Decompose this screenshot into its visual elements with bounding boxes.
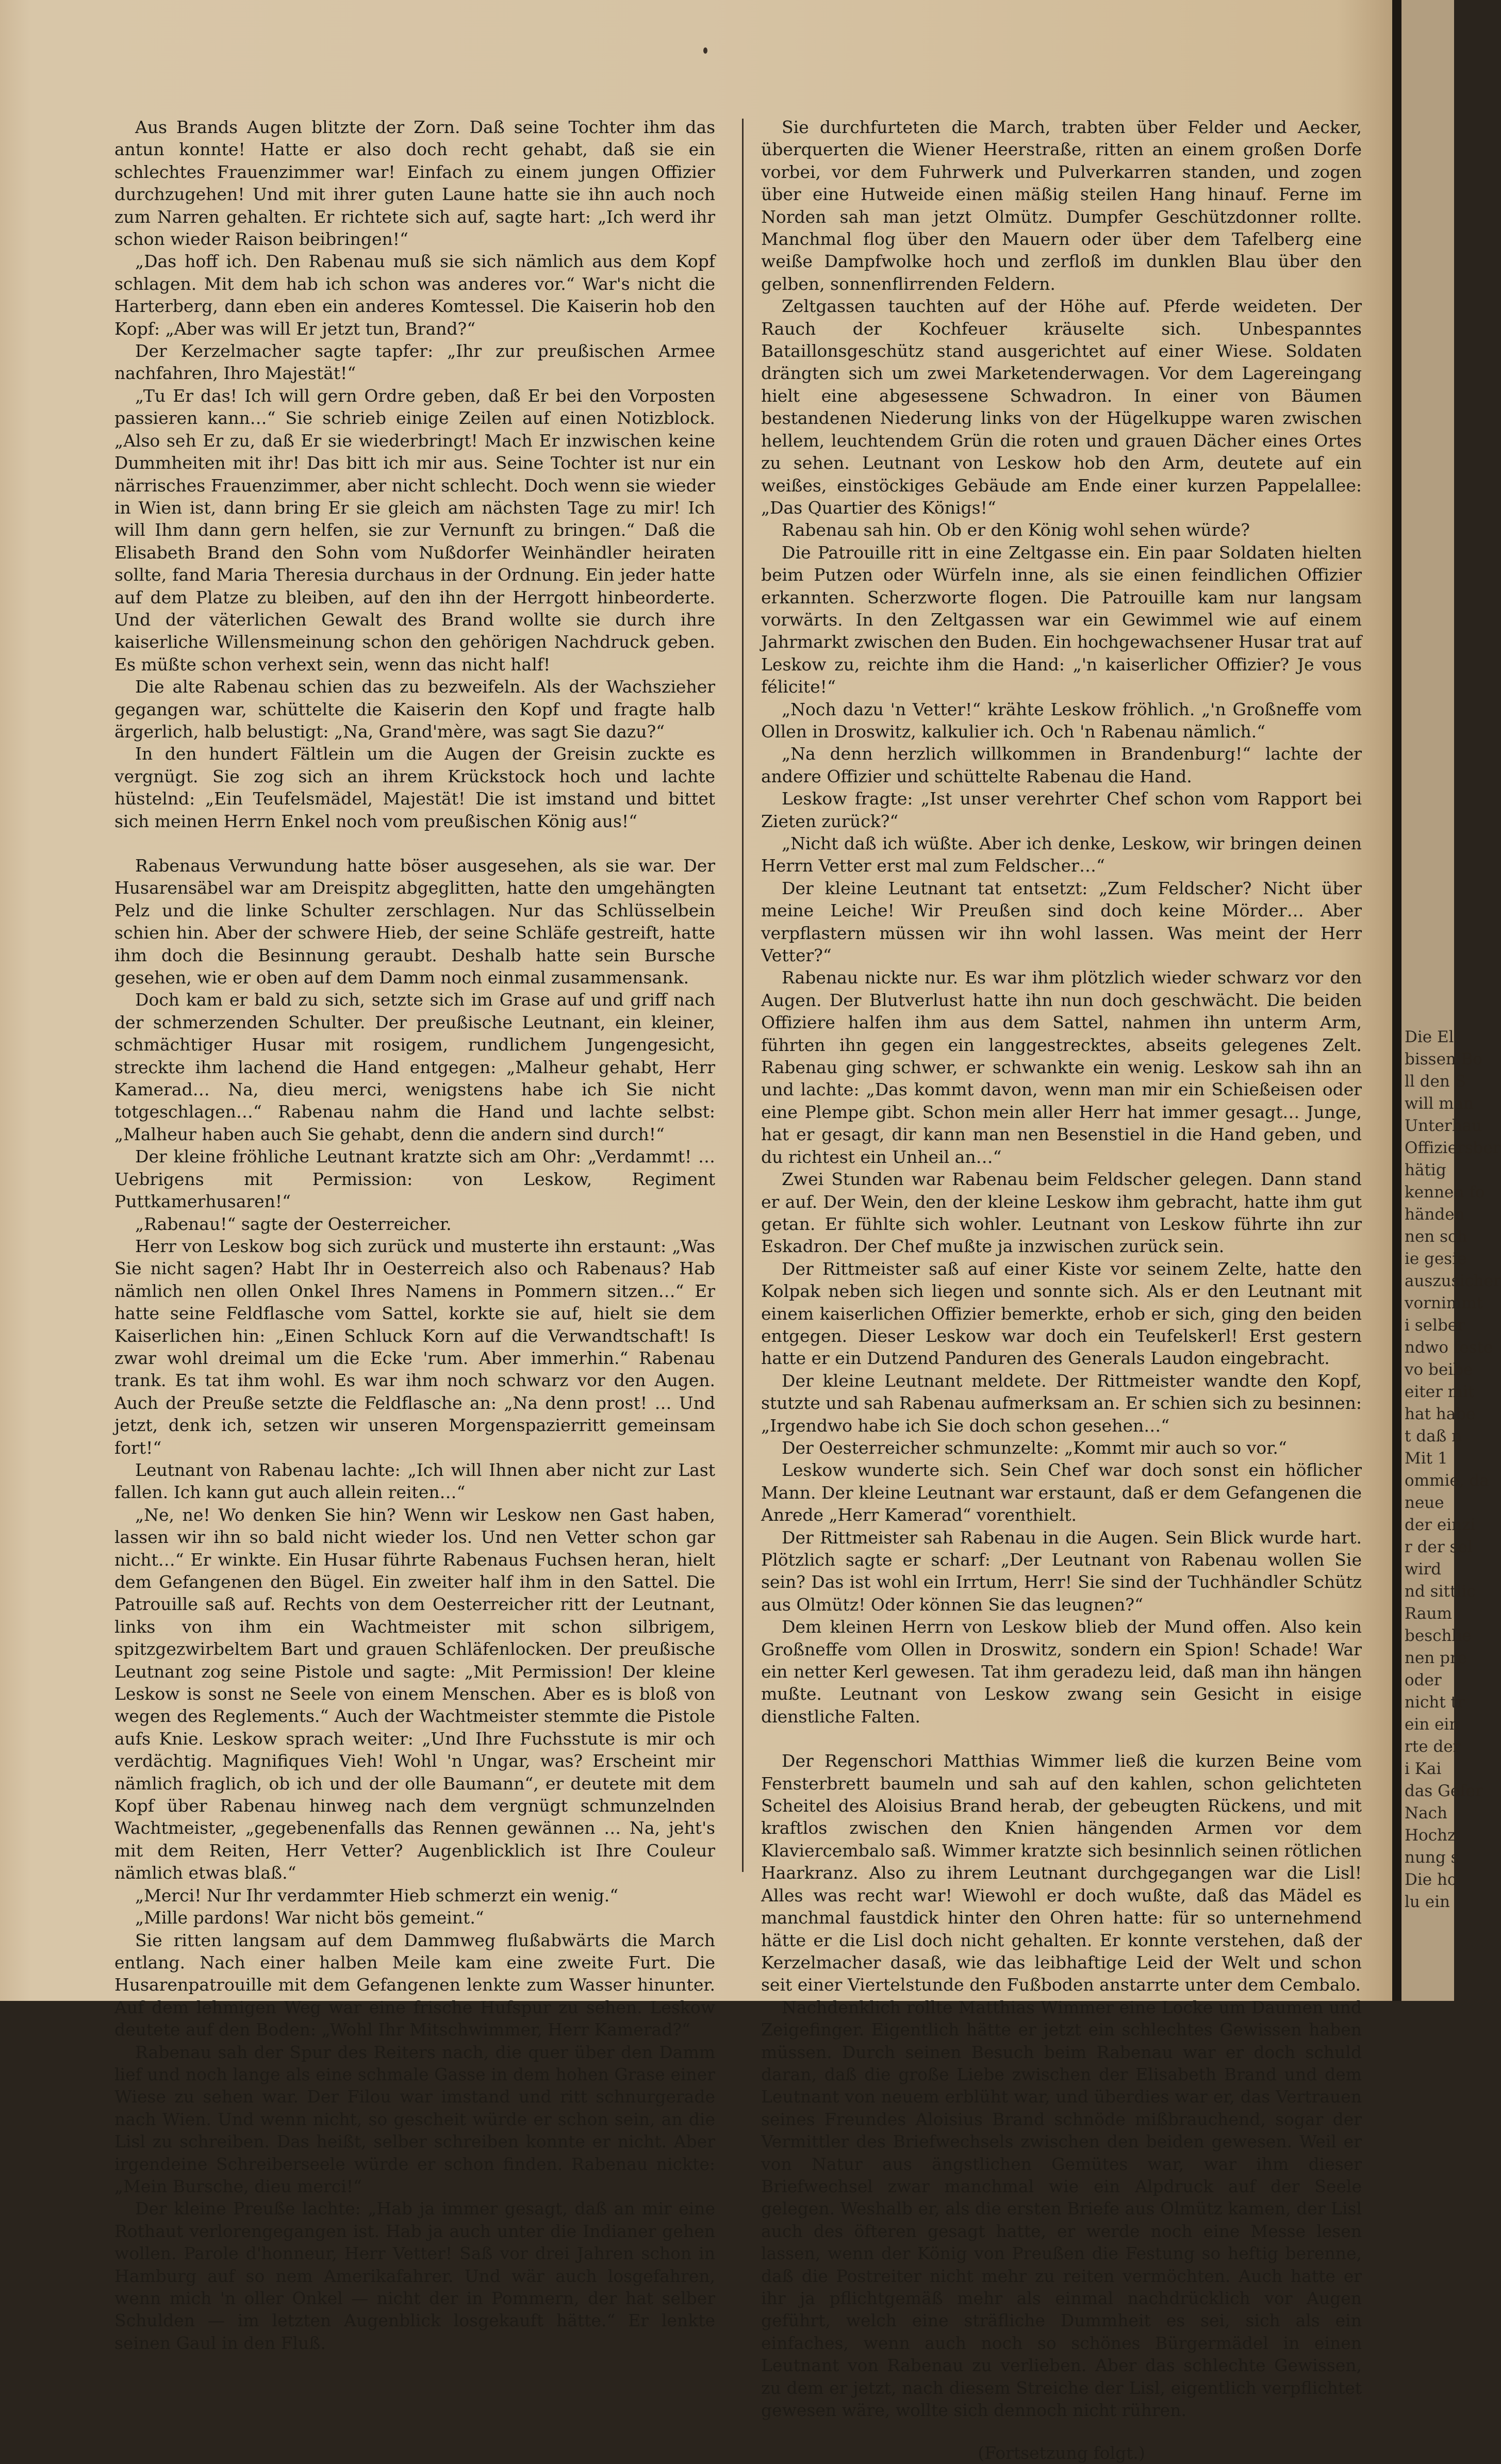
paragraph: Dem kleinen Herrn von Leskow blieb der Mund offen. Also kein Großneffe vom Ollen in Droswitz, sondern ein Spion! Schade! War ein netter Kerl gewesen. Tat ihm geradezu leid, daß man ihn hängen mußte. Leutnant von Leskow zwang sein Gesicht in eisige dienstliche Falten. — [761, 1617, 1362, 1727]
paragraph: Aus Brands Augen blitzte der Zorn. Daß seine Tochter ihm das antun konnte! Hatte er also doch recht gehabt, daß sie ein schlechtes Frauenzimmer war! Einfach zu einem jungen Offizier durchzugehen! Und mit ihrer guten Laune hatte sie ihn auch noch zum Narren gehalten. Er richtete sich auf, sagte hart: „Ich werd ihr schon wieder Raison beibringen!“ — [114, 117, 715, 250]
paragraph: Leskow fragte: „Ist unser verehrter Chef schon vom Rapport bei Zieten zurück?“ — [761, 789, 1362, 831]
adjacent-page-line: beschlie — [1405, 1627, 1472, 1645]
adjacent-page-line: hätig — [1405, 1161, 1446, 1179]
paragraph: „Nicht daß ich wüßte. Aber ich denke, Leskow, wir bringen deinen Herrn Vetter erst mal zum Feldscher…“ — [761, 833, 1362, 876]
adjacent-page-line: i selber — [1405, 1316, 1465, 1335]
adjacent-page-line: i Kai — [1405, 1760, 1442, 1778]
adjacent-page-line: ndwo feste — [1405, 1338, 1493, 1357]
adjacent-page-line: nen pre — [1405, 1649, 1467, 1667]
paragraph: „Noch dazu 'n Vetter!“ krähte Leskow fröhlich. „'n Großneffe vom Ollen in Droswitz, kalkulier ich. Och 'n Rabenau nämlich.“ — [761, 699, 1362, 742]
adjacent-page-line: kennen fo — [1405, 1183, 1485, 1202]
adjacent-page-line: r der sel — [1405, 1538, 1473, 1556]
adjacent-page-line: oder — [1405, 1671, 1442, 1689]
paragraph: Der Regenschori Matthias Wimmer ließ die kurzen Beine vom Fensterbrett baumeln und sah auf den kahlen, schon gelichteten Scheitel des Aloisius Brand herab, der gebeugten Rückens, und mit kraftlos zwischen den Knien hängenden Armen vor dem Klaviercembalo saß. Wimmer kratzte sich besinnlich seinen rötlichen Haarkranz. Also zu ihrem Leutnant durchgegangen war die Lisl! Alles was recht war! Wiewohl er doch wußte, daß das Mädel es manchmal faustdick hinter den Ohren hatte: für so unternehmend hätte er die Lisl doch nicht gehalten. Er konnte verstehen, daß der Kerzelmacher dasaß, wie das leibhaftige Leid der Welt und schon seit einer Viertelstunde den Fußboden anstarrte unter dem Cembalo. — [761, 1751, 1362, 1995]
adjacent-page-line: ein ein — [1405, 1715, 1460, 1734]
right-column — [761, 116, 1362, 2463]
paragraph: Rabenau nickte nur. Es war ihm plötzlich wieder schwarz vor den Augen. Der Blutverlust hatte ihn nun doch geschwächt. Die beiden Offiziere halfen ihm aus dem Sattel, nahmen ihn unterm Arm, führten ihn gegen ein langgestrecktes, abseits gelegenes Zelt. Rabenau ging schwer, er schwankte ein wenig. Leskow sah ihn an und lachte: „Das kommt davon, wenn man mir ein Schießeisen oder eine Plempe gibt. Schon mein aller Herr hat immer gesagt… Junge, hat er gesagt, dir kann man nen Besenstiel in die Hand geben, und du richtest ein Unheil an…“ — [761, 967, 1362, 1167]
paragraph: Herr von Leskow bog sich zurück und musterte ihn erstaunt: „Was Sie nicht sagen? Habt Ihr in Oesterreich also och Rabenaus? Hab nämlich nen ollen Onkel Ihres Namens in Pommern sitzen…“ Er hatte seine Feldflasche vom Sattel, korkte sie auf, hielt sie dem Kaiserlichen hin: „Einen Schluck Korn auf die Verwandtschaft! Is zwar wohl dreimal um die Ecke 'rum. Aber immerhin.“ Rabenau trank. Es tat ihm wohl. Es war ihm noch schwarz vor den Augen. Auch der Preuße setzte die Feldflasche an: „Na denn prost! … Und jetzt, denk ich, setzen wir unseren Morgenspazierritt gemeinsam fort!“ — [114, 1236, 715, 1458]
column-divider — [742, 119, 744, 1872]
left-column — [114, 116, 715, 2353]
adjacent-page-line: Die El — [1405, 1028, 1454, 1046]
paragraph: Die Patrouille ritt in eine Zeltgasse ein. Ein paar Soldaten hielten beim Putzen oder Würfeln inne, als sie einen feindlichen Offizier erkannten. Scherzworte flogen. Die Patrouille kam nur langsam vorwärts. In den Zeltgassen war ein Gewimmel wie auf einem Jahrmarkt zwischen den Buden. Ein hochgewachsener Husar trat auf Leskow zu, reichte ihm die Hand: „'n kaiserlicher Offizier? Je vous félicite!“ — [761, 542, 1362, 697]
adjacent-page-line: vo beibe — [1405, 1360, 1473, 1379]
paragraph: „Mille pardons! War nicht bös gemeint.“ — [135, 1908, 484, 1928]
adjacent-page-line: eiter mit — [1405, 1383, 1475, 1401]
paragraph: Der Rittmeister saß auf einer Kiste vor seinem Zelte, hatte den Kolpak neben sich liegen und sonnte sich. Als er den Leutnant mit einem kaiserlichen Offizier bemerkte, erhob er sich, ging den beiden entgegen. Dieser Leskow war doch ein Teufelskerl! Erst gestern hatte er ein Dutzend Panduren des Generals Laudon eingebracht. — [761, 1258, 1362, 1369]
adjacent-page-line: rte der — [1405, 1737, 1461, 1756]
paragraph: „Das hoff ich. Den Rabenau muß sie sich nämlich aus dem Kopf schlagen. Mit dem hab ich schon was anderes vor.“ War's nicht die Harterberg, dann eben ein anderes Komtessel. Die Kaiserin hob den Kopf: „Aber was will Er jetzt tun, Brand?“ — [114, 251, 715, 339]
paragraph: „Rabenau!“ sagte der Oesterreicher. — [135, 1213, 452, 1234]
paragraph: Der Rittmeister sah Rabenau in die Augen. Sein Blick wurde hart. Plötzlich sagte er scharf: „Der Leutnant von Rabenau wollen Sie sein? Das ist wohl ein Irrtum, Herr! Sie sind der Tuchhändler Schütz aus Olmütz! Oder können Sie das leugnen?“ — [761, 1527, 1362, 1615]
paragraph: Der Kerzelmacher sagte tapfer: „Ihr zur preußischen Armee nachfahren, Ihro Majestät!“ — [114, 341, 715, 384]
adjacent-page-line: Mit 1 — [1405, 1449, 1448, 1468]
paragraph: Sie ritten langsam auf dem Dammweg flußabwärts die March entlang. Nach einer halben Meile kam eine zweite Furt. Die Husarenpatrouille mit dem Gefangenen lenkte zum Wasser hinunter. Auf dem lehmigen Weg war eine frische Hufspur zu sehen. Leskow deutete auf den Boden: „Wohl Ihr Mitschwimmer, Herr Kamerad?“ — [114, 1930, 715, 2040]
paragraph: In den hundert Fältlein um die Augen der Greisin zuckte es vergnügt. Sie zog sich an ihrem Krückstock hoch und lachte hüstelnd: „Ein Teufelsmädel, Majestät! Die ist imstand und bittet sich meinen Herrn Enkel noch vom preußischen König aus!“ — [114, 744, 715, 831]
adjacent-page-line: Die ho — [1405, 1870, 1457, 1889]
adjacent-page-line: der einzi — [1405, 1516, 1476, 1534]
paragraph: Leutnant von Rabenau lachte: „Ich will Ihnen aber nicht zur Last fallen. Ich kann gut auch allein reiten…“ — [114, 1459, 715, 1503]
paragraph: „Na denn herzlich willkommen in Brandenburg!“ lachte der andere Offizier und schüttelte Rabenau die Hand. — [761, 744, 1362, 786]
paragraph: Zwei Stunden war Rabenau beim Feldscher gelegen. Dann stand er auf. Der Wein, den der kleine Leskow ihm gebracht, hatte ihm gut getan. Er fühlte sich wohler. Leutnant von Leskow führte ihn zur Eskadron. Der Chef mußte ja inzwischen zurück sein. — [761, 1169, 1362, 1257]
paragraph: „Tu Er das! Ich will gern Ordre geben, daß Er bei den Vorposten passieren kann…“ Sie schrieb einige Zeilen auf einen Notizblock. „Also seh Er zu, daß Er sie wiederbringt! Mach Er inzwischen keine Dummheiten mit ihr! Das bitt ich mir aus. Seine Tochter ist nur ein närrisches Frauenzimmer, aber nicht schlecht. Doch wenn sie wieder in Wien ist, dann bring Er sie gleich am nächsten Tage zu mir! Ich will Ihm dann gern helfen, sie zur Vernunft zu bringen.“ Daß die Elisabeth Brand den Sohn vom Nußdorfer Weinhändler heiraten sollte, fand Maria Theresia durchaus in der Ordnung. Ein jeder hatte auf dem Platze zu bleiben, auf den ihn der Herrgott hinbeorderte. Und der väterlichen Gewalt des Brand wollte sie durch ihre kaiserliche Willensmeinung schon den gehörigen Nachdruck geben. Es müßte schon verhext sein, wenn das nicht half! — [114, 385, 715, 675]
adjacent-page-line: nung s — [1405, 1848, 1459, 1867]
adjacent-page-line: ommie, da — [1405, 1471, 1489, 1490]
adjacent-page-line: ie gesie — [1405, 1250, 1467, 1268]
adjacent-page-line: händen — [1405, 1205, 1465, 1224]
adjacent-page-line: Raum — [1405, 1604, 1452, 1623]
paragraph: Doch kam er bald zu sich, setzte sich im Grase auf und griff nach der schmerzenden Schulter. Der preußische Leutnant, ein kleiner, schmächtiger Husar mit rosigem, rundlichem Jungengesicht, streckte ihm lachend die Hand entgegen: „Malheur gehabt, Herr Kamerad… Na, dieu merci, wenigstens habe ich Sie nicht totgeschlagen…“ Rabenau nahm die Hand und lachte selbst: „Malheur haben auch Sie gehabt, denn die andern sind durch!“ — [114, 990, 715, 1144]
adjacent-page-line: vornimmt — [1405, 1294, 1483, 1312]
adjacent-page-line: ll den S — [1405, 1072, 1466, 1091]
paragraph: Rabenaus Verwundung hatte böser ausgesehen, als sie war. Der Husarensäbel war am Dreispitz abgeglitten, hatte den umgehängten Pelz und die linke Schulter zerschlagen. Nur das Schlüsselbein schien hin. Aber der schwere Hieb, der seine Schläfe gestreift, hatte ihm doch die Besinnung geraubt. Deshalb hatte sein Bursche gesehen, wie er oben auf dem Damm noch einmal zusammensank. — [114, 856, 715, 988]
paragraph: Der kleine fröhliche Leutnant kratzte sich am Ohr: „Verdammt! … Uebrigens mit Permission: von Leskow, Regiment Puttkamerhusaren!“ — [114, 1146, 715, 1212]
adjacent-page-text — [1405, 1026, 1501, 1913]
page-mark — [703, 47, 707, 54]
adjacent-page-line: das Gefer — [1405, 1782, 1483, 1800]
adjacent-page-line: wird — [1405, 1560, 1442, 1579]
paragraph: Sie durchfurteten die March, trabten über Felder und Aecker, überquerten die Wiener Heerstraße, ritten an einem großen Dorfe vorbei, vor dem Fuhrwerk und Pulverkarren standen, und zogen über eine Hutweide einen mäßig steilen Hang hinauf. Ferne im Norden sah man jetzt Olmütz. Dumpfer Geschützdonner rollte. Manchmal flog über den Mauern oder über dem Tafelberg eine weiße Dampfwolke hoch und zerfloß im dunklen Blau über den gelben, sonnenflirrenden Feldern. — [761, 117, 1362, 294]
adjacent-page-edge — [1392, 0, 1501, 2001]
adjacent-page-line: auszusicher — [1405, 1272, 1501, 1290]
paragraph: Rabenau sah hin. Ob er den König wohl sehen würde? — [782, 520, 1250, 540]
adjacent-page-line: Unterhau — [1405, 1116, 1482, 1135]
adjacent-page-line: Nach — [1405, 1804, 1447, 1822]
paragraph: Der kleine Preuße lachte: „Hab ja immer gesagt, daß an mir eine Rothaut verlorengegangen ist. Hab ja auch unter die Indianer gehen wollen. Parole d'honneur, Herr Vetter! Saß vor drei Jahren schon in Hamburg auf so nem Amerikafahrer. Und wär auch losgefahren, wenn mich 'n oller Onkel — nicht der in Pommern, der hat selber Schulden — im letzten Augenblick losgekauft hätte.“ Er lenkte seinen Gaul in den Fluß. — [114, 2198, 715, 2353]
adjacent-page-line: Offiziersber — [1405, 1139, 1500, 1157]
paragraph: „Merci! Nur Ihr verdammter Hieb schmerzt ein wenig.“ — [135, 1885, 619, 1906]
paragraph: Der kleine Leutnant meldete. Der Rittmeister wandte den Kopf, stutzte und sah Rabenau aufmerksam an. Er schien sich zu besinnen: „Irgendwo habe ich Sie doch schon gesehen…“ — [761, 1370, 1362, 1436]
adjacent-page-line: t daß n — [1405, 1427, 1462, 1445]
binding-spine — [1392, 0, 1401, 2001]
adjacent-page-line: nicht tr — [1405, 1693, 1465, 1712]
continuation-note: (Fortsetzung folgt.) — [978, 2443, 1145, 2463]
paragraph: Nachdenklich rollte Matthias Wimmer eine Locke um Daumen und Zeigefinger. Eigentlich hätte er jetzt ein schlechtes Gewissen haben müssen. Durch seinen Besuch beim Rabenau war er doch schuld daran, daß die große Liebe zwischen der Elisabeth Brand und dem Leutnant von neuem erblüht war, und überdies war er, das Vertrauen seines Freundes Aloisius Brand schnöde mißbrauchend, sogar der Vermittler des Briefwechsels zwischen den beiden gewesen. Weil er von Natur aus ängstlichen Gemütes war, war ihm dieser Briefwechsel zwar manchmal wie ein Alpdruck auf der Seele gelegen. Weshalb er, als die ersten Briefe aus Olmütz kamen, der Lisl auch des öfteren gesagt hatte, er werde noch eine Messe lesen lassen, wenn der König von Preußen die Festung so heftig berenne, daß die Postreiter nicht mehr zu reiten vermöchten. Auch hatte er ihr ja pflichtgemäß mehr als einmal nachdrücklich vor Augen geführt, welch eine sträfliche Dummheit es sei, sich als ein einfaches, wenn auch noch so schönes Bürgermädel in einen Leutnant von Rabenau zu verlieben. Aber das schlechte Gewissen, zu dem er jetzt, nach diesem Streiche der Lisl, eigentlich verpflichtet gewesen wäre, wollte sich dennoch nicht rühren. — [761, 1997, 1362, 2421]
paragraph: „Ne, ne! Wo denken Sie hin? Wenn wir Leskow nen Gast haben, lassen wir ihn so bald nicht wieder los. Und nen Vetter schon gar nicht…“ Er winkte. Ein Husar führte Rabenaus Fuchsen heran, hielt dem Gefangenen den Bügel. Ein zweiter half ihm in den Sattel. Die Patrouille saß auf. Rechts von dem Oesterreicher ritt der Leutnant, links von ihm ein Wachtmeister mit schon silbrigem, spitzgezwirbeltem Bart und grauen Schläfenlocken. Der preußische Leutnant zog seine Pistole und sagte: „Mit Permission! Der kleine Leskow is sonst ne Seele von einem Menschen. Aber es is bloß von wegen des Reglements.“ Auch der Wachtmeister stemmte die Pistole aufs Knie. Leskow sprach weiter: „Und Ihre Fuchsstute is mir och verdächtig. Magnifiques Vieh! Wohl 'n Ungar, was? Erscheint mir nämlich fraglich, ob ich und der olle Baumann“, er deutete mit dem Kopf über Rabenau hinweg nach dem vergnügt schmunzelnden Wachtmeister, „gegebenenfalls das Rennen gewännen … Na, jeht's mit dem Reiten, Herr Vetter? Augenblicklich ist Ihre Couleur nämlich etwas blaß.“ — [114, 1504, 715, 1883]
adjacent-page-line: hat habe — [1405, 1405, 1476, 1423]
paragraph: Die alte Rabenau schien das zu bezweifeln. Als der Wachszieher gegangen war, schüttelte die Kaiserin den Kopf und fragte halb ärgerlich, halb belustigt: „Na, Grand'mère, was sagt Sie dazu?“ — [114, 677, 715, 742]
adjacent-page-line: bissen Bo — [1405, 1050, 1483, 1069]
adjacent-page-line: Hochz — [1405, 1826, 1456, 1845]
paragraph: Zeltgassen tauchten auf der Höhe auf. Pferde weideten. Der Rauch der Kochfeuer kräuselte sich. Unbespanntes Bataillonsgeschütz stand ausgerichtet auf einer Wiese. Soldaten drängten sich um zwei Marketenderwagen. Vor dem Lagereingang hielt eine abgesessene Schwadron. In einer von Bäumen bestandenen Niederung links von der Hügelkuppe waren zwischen hellem, leuchtendem Grün die roten und grauen Dächer eines Ortes zu sehen. Leutnant von Leskow hob den Arm, deutete auf ein weißes, einstöckiges Gebäude am Ende einer kurzen Pappelallee: „Das Quartier des Königs!“ — [761, 296, 1362, 518]
paragraph: Der kleine Leutnant tat entsetzt: „Zum Feldscher? Nicht über meine Leiche! Wir Preußen sind doch keine Mörder… Aber verpflastern müssen wir ihn wohl lassen. Was meint der Herr Vetter?“ — [761, 878, 1362, 966]
adjacent-page-line: nen sch — [1405, 1227, 1467, 1246]
paragraph: Rabenau sah der Spur des Reiters nach, die quer über den Damm lief und noch lange als eine schmale Gasse in dem hohen Grase einer Wiese zu sehen war. Der Filou war imstand und ritt schnurgerade nach Wien. Und wenn nicht, so gescheit würde er schon sein, an die Lisl zu schreiben. Das heißt, selber schreiben konnte er nicht. Aber irgendeine Schreiberseele würde er schon finden. Rabenau nickte: „Mein Bursche, dieu merci!“ — [114, 2042, 715, 2196]
adjacent-page-line: will man — [1405, 1094, 1474, 1113]
paragraph: Der Oesterreicher schmunzelte: „Kommt mir auch so vor.“ — [782, 1437, 1287, 1458]
adjacent-page-line: nd sittlic — [1405, 1582, 1476, 1601]
adjacent-page-line: lu ein — [1405, 1893, 1450, 1911]
adjacent-page-line: neue — [1405, 1493, 1444, 1512]
paragraph: Leskow wunderte sich. Sein Chef war doch sonst ein höflicher Mann. Der kleine Leutnant war erstaunt, daß er dem Gefangenen die Anrede „Herr Kamerad“ vorenthielt. — [761, 1460, 1362, 1525]
